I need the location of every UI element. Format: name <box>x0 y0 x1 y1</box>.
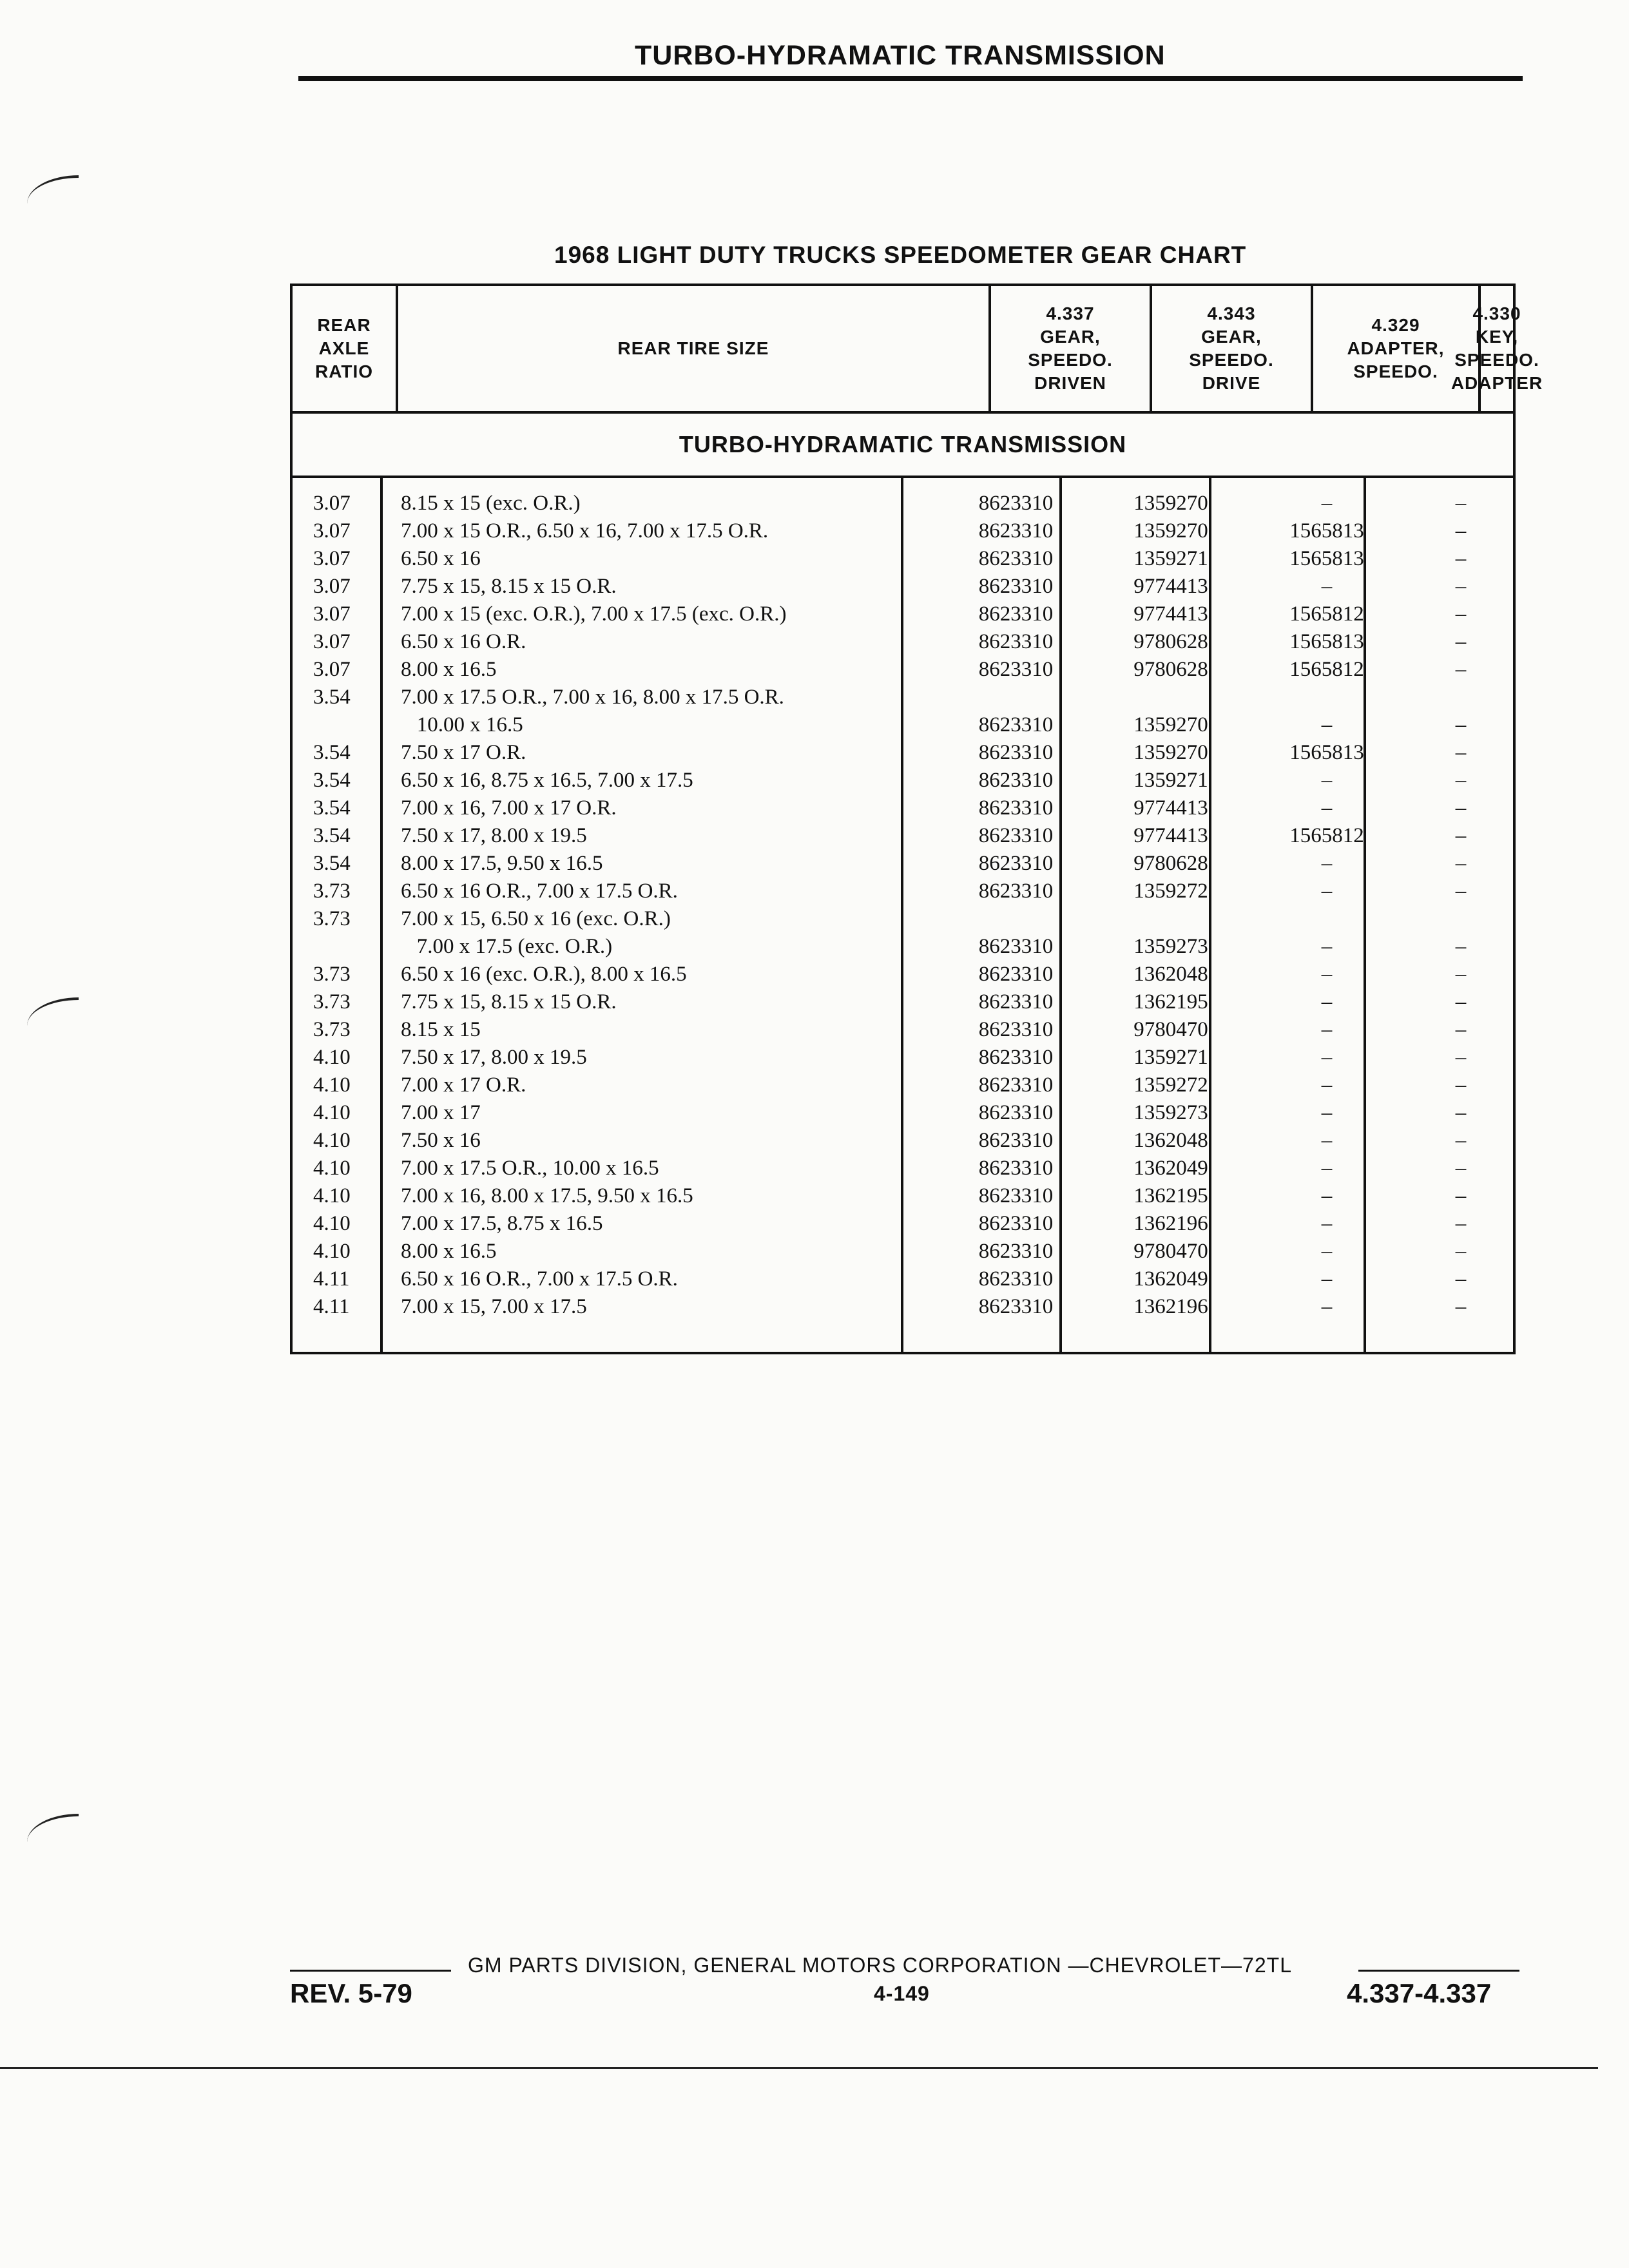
footer-section-ref: 4.337-4.337 <box>1347 1978 1492 2008</box>
table-row <box>293 628 1513 656</box>
cell-gear-speedo-driven: 8623310 <box>978 1295 1054 1318</box>
header-key-speedo-adapter: 4.330 KEY, SPEEDO. ADAPTER <box>1451 303 1543 393</box>
cell-gear-speedo-drive: 9780470 <box>1133 1018 1208 1041</box>
cell-rear-axle-ratio: 3.73 <box>313 963 351 986</box>
cell-rear-axle-ratio: 3.07 <box>313 547 351 570</box>
cell-adapter-speedo: – <box>1321 1240 1333 1263</box>
cell-gear-speedo-drive: 9774413 <box>1133 602 1208 626</box>
cell-rear-tire-size: 7.00 x 17.5 O.R., 7.00 x 16, 8.00 x 17.5 O.R. <box>401 686 784 709</box>
cell-rear-tire-size: 8.15 x 15 <box>401 1018 481 1041</box>
footer-revision: REV. 5-79 <box>290 1978 412 2008</box>
footer-page-number: 4-149 <box>874 1982 930 2005</box>
table-row <box>293 905 1513 933</box>
cell-gear-speedo-driven: 8623310 <box>978 796 1054 820</box>
cell-gear-speedo-driven: 8623310 <box>978 547 1054 570</box>
cell-gear-speedo-drive: 9774413 <box>1133 796 1208 820</box>
cell-rear-tire-size: 7.00 x 15 O.R., 6.50 x 16, 7.00 x 17.5 O.R. <box>401 519 769 543</box>
cell-adapter-speedo: – <box>1321 1018 1333 1041</box>
cell-rear-tire-size: 8.00 x 16.5 <box>401 658 497 681</box>
table-row <box>293 1072 1513 1099</box>
table-row <box>293 1155 1513 1182</box>
table-row <box>293 601 1513 628</box>
cell-adapter-speedo: – <box>1321 575 1333 598</box>
cell-rear-axle-ratio: 3.07 <box>313 575 351 598</box>
cell-rear-tire-size: 7.00 x 15, 7.00 x 17.5 <box>401 1295 587 1318</box>
cell-rear-tire-size: 7.00 x 17.5, 8.75 x 16.5 <box>401 1212 603 1235</box>
table-row <box>293 1210 1513 1238</box>
cell-rear-axle-ratio: 4.10 <box>313 1184 351 1207</box>
cell-key-speedo-adapter: – <box>1455 630 1467 653</box>
cell-gear-speedo-drive: 1359271 <box>1133 1046 1208 1069</box>
cell-gear-speedo-driven: 8623310 <box>978 1212 1054 1235</box>
cell-rear-axle-ratio: 3.54 <box>313 686 351 709</box>
cell-gear-speedo-drive: 1362048 <box>1133 1129 1208 1152</box>
cell-rear-axle-ratio: 4.10 <box>313 1129 351 1152</box>
header-title: TURBO-HYDRAMATIC TRANSMISSION <box>635 40 1166 71</box>
cell-gear-speedo-driven: 8623310 <box>978 658 1054 681</box>
cell-gear-speedo-driven: 8623310 <box>978 1267 1054 1291</box>
table-row <box>293 656 1513 684</box>
table-row <box>293 1099 1513 1127</box>
table-row <box>293 1127 1513 1155</box>
cell-gear-speedo-drive: 1359271 <box>1133 547 1208 570</box>
cell-gear-speedo-drive: 1362196 <box>1133 1212 1208 1235</box>
cell-rear-tire-size: 6.50 x 16 O.R. <box>401 630 526 653</box>
cell-adapter-speedo: 1565812 <box>1289 658 1364 681</box>
table-row <box>293 684 1513 711</box>
cell-rear-tire-size: 7.00 x 15 (exc. O.R.), 7.00 x 17.5 (exc. O.R.) <box>401 602 787 626</box>
cell-rear-axle-ratio: 4.11 <box>313 1295 350 1318</box>
cell-gear-speedo-driven: 8623310 <box>978 935 1054 958</box>
cell-rear-axle-ratio: 3.73 <box>313 1018 351 1041</box>
cell-key-speedo-adapter: – <box>1455 519 1467 543</box>
header-rule <box>298 76 1523 81</box>
table-row <box>293 1182 1513 1210</box>
cell-rear-tire-size: 7.75 x 15, 8.15 x 15 O.R. <box>401 575 617 598</box>
cell-adapter-speedo: – <box>1321 1101 1333 1124</box>
cell-adapter-speedo: – <box>1321 713 1333 736</box>
cell-key-speedo-adapter: – <box>1455 769 1467 792</box>
cell-gear-speedo-driven: 8623310 <box>978 769 1054 792</box>
cell-gear-speedo-drive: 1359272 <box>1133 1073 1208 1097</box>
cell-rear-tire-size: 6.50 x 16, 8.75 x 16.5, 7.00 x 17.5 <box>401 769 693 792</box>
cell-gear-speedo-driven: 8623310 <box>978 1184 1054 1207</box>
cell-rear-tire-size: 7.50 x 17 O.R. <box>401 741 526 764</box>
cell-gear-speedo-drive: 9780628 <box>1133 852 1208 875</box>
table-row <box>293 794 1513 822</box>
cell-adapter-speedo: – <box>1321 1073 1333 1097</box>
cell-rear-axle-ratio: 3.54 <box>313 796 351 820</box>
cell-key-speedo-adapter: – <box>1455 879 1467 903</box>
cell-gear-speedo-drive: 1359270 <box>1133 492 1208 515</box>
cell-key-speedo-adapter: – <box>1455 1212 1467 1235</box>
cell-gear-speedo-driven: 8623310 <box>978 1240 1054 1263</box>
cell-adapter-speedo: – <box>1321 1157 1333 1180</box>
cell-rear-axle-ratio: 3.54 <box>313 769 351 792</box>
cell-key-speedo-adapter: – <box>1455 1184 1467 1207</box>
page-bottom-rule <box>0 2067 1598 2069</box>
cell-rear-tire-size: 7.50 x 16 <box>401 1129 481 1152</box>
cell-adapter-speedo: – <box>1321 1046 1333 1069</box>
cell-adapter-speedo: – <box>1321 990 1333 1014</box>
cell-key-speedo-adapter: – <box>1455 658 1467 681</box>
cell-key-speedo-adapter: – <box>1455 796 1467 820</box>
cell-gear-speedo-drive: 1359273 <box>1133 935 1208 958</box>
cell-rear-axle-ratio: 3.73 <box>313 907 351 930</box>
cell-rear-tire-size: 10.00 x 16.5 <box>401 713 523 736</box>
cell-gear-speedo-drive: 1359272 <box>1133 879 1208 903</box>
cell-key-speedo-adapter: – <box>1455 1240 1467 1263</box>
cell-rear-axle-ratio: 4.11 <box>313 1267 350 1291</box>
table-row <box>293 490 1513 517</box>
cell-adapter-speedo: – <box>1321 879 1333 903</box>
cell-rear-axle-ratio: 3.07 <box>313 658 351 681</box>
cell-key-speedo-adapter: – <box>1455 741 1467 764</box>
table-header-row <box>293 286 1543 414</box>
cell-key-speedo-adapter: – <box>1455 1073 1467 1097</box>
cell-key-speedo-adapter: – <box>1455 824 1467 847</box>
cell-gear-speedo-driven: 8623310 <box>978 575 1054 598</box>
cell-rear-axle-ratio: 3.73 <box>313 879 351 903</box>
cell-rear-tire-size: 8.00 x 17.5, 9.50 x 16.5 <box>401 852 603 875</box>
binding-mark <box>27 1814 79 1842</box>
cell-gear-speedo-drive: 1359270 <box>1133 519 1208 543</box>
cell-gear-speedo-drive: 1359270 <box>1133 741 1208 764</box>
cell-rear-axle-ratio: 3.54 <box>313 824 351 847</box>
cell-adapter-speedo: – <box>1321 1295 1333 1318</box>
table-row <box>293 517 1513 545</box>
cell-rear-tire-size: 8.15 x 15 (exc. O.R.) <box>401 492 581 515</box>
cell-key-speedo-adapter: – <box>1455 1018 1467 1041</box>
cell-gear-speedo-driven: 8623310 <box>978 741 1054 764</box>
cell-rear-axle-ratio: 4.10 <box>313 1157 351 1180</box>
cell-gear-speedo-driven: 8623310 <box>978 963 1054 986</box>
table-row <box>293 878 1513 905</box>
cell-adapter-speedo: – <box>1321 1129 1333 1152</box>
cell-rear-axle-ratio: 3.73 <box>313 990 351 1014</box>
cell-gear-speedo-driven: 8623310 <box>978 824 1054 847</box>
cell-rear-tire-size: 7.00 x 17.5 O.R., 10.00 x 16.5 <box>401 1157 659 1180</box>
cell-gear-speedo-drive: 1359273 <box>1133 1101 1208 1124</box>
cell-rear-tire-size: 7.50 x 17, 8.00 x 19.5 <box>401 824 587 847</box>
cell-gear-speedo-driven: 8623310 <box>978 1157 1054 1180</box>
chart-title: 1968 LIGHT DUTY TRUCKS SPEEDOMETER GEAR CHART <box>554 242 1247 268</box>
cell-rear-axle-ratio: 4.10 <box>313 1073 351 1097</box>
cell-rear-axle-ratio: 4.10 <box>313 1046 351 1069</box>
cell-key-speedo-adapter: – <box>1455 1267 1467 1291</box>
cell-adapter-speedo: – <box>1321 769 1333 792</box>
cell-gear-speedo-drive: 9780628 <box>1133 658 1208 681</box>
cell-rear-tire-size: 6.50 x 16 <box>401 547 481 570</box>
cell-adapter-speedo: 1565813 <box>1289 547 1364 570</box>
cell-gear-speedo-drive: 1362049 <box>1133 1157 1208 1180</box>
cell-rear-tire-size: 7.00 x 16, 8.00 x 17.5, 9.50 x 16.5 <box>401 1184 693 1207</box>
cell-rear-tire-size: 6.50 x 16 O.R., 7.00 x 17.5 O.R. <box>401 879 678 903</box>
cell-gear-speedo-driven: 8623310 <box>978 519 1054 543</box>
cell-key-speedo-adapter: – <box>1455 935 1467 958</box>
cell-adapter-speedo: – <box>1321 492 1333 515</box>
cell-adapter-speedo: 1565813 <box>1289 630 1364 653</box>
cell-gear-speedo-drive: 1362196 <box>1133 1295 1208 1318</box>
cell-rear-axle-ratio: 3.54 <box>313 852 351 875</box>
cell-rear-tire-size: 7.00 x 16, 7.00 x 17 O.R. <box>401 796 617 820</box>
cell-gear-speedo-drive: 9774413 <box>1133 575 1208 598</box>
cell-rear-tire-size: 8.00 x 16.5 <box>401 1240 497 1263</box>
cell-key-speedo-adapter: – <box>1455 602 1467 626</box>
cell-adapter-speedo: 1565813 <box>1289 741 1364 764</box>
header-rear-axle-ratio: REAR AXLE RATIO <box>293 286 398 411</box>
cell-gear-speedo-drive: 1362195 <box>1133 990 1208 1014</box>
cell-gear-speedo-drive: 9780628 <box>1133 630 1208 653</box>
table-row <box>293 573 1513 601</box>
cell-gear-speedo-drive: 9774413 <box>1133 824 1208 847</box>
cell-gear-speedo-driven: 8623310 <box>978 1129 1054 1152</box>
cell-gear-speedo-drive: 9780470 <box>1133 1240 1208 1263</box>
cell-gear-speedo-driven: 8623310 <box>978 713 1054 736</box>
cell-gear-speedo-driven: 8623310 <box>978 492 1054 515</box>
cell-key-speedo-adapter: – <box>1455 1101 1467 1124</box>
table-row <box>293 545 1513 573</box>
cell-rear-axle-ratio: 3.07 <box>313 492 351 515</box>
cell-rear-tire-size: 7.00 x 15, 6.50 x 16 (exc. O.R.) <box>401 907 671 930</box>
cell-adapter-speedo: 1565813 <box>1289 519 1364 543</box>
cell-key-speedo-adapter: – <box>1455 990 1467 1014</box>
cell-gear-speedo-drive: 1362048 <box>1133 963 1208 986</box>
cell-adapter-speedo: – <box>1321 1212 1333 1235</box>
cell-rear-axle-ratio: 3.07 <box>313 630 351 653</box>
cell-key-speedo-adapter: – <box>1455 575 1467 598</box>
cell-rear-axle-ratio: 3.07 <box>313 519 351 543</box>
cell-key-speedo-adapter: – <box>1455 963 1467 986</box>
table-body <box>293 478 1513 1352</box>
header-gear-speedo-drive: 4.343 GEAR, SPEEDO. DRIVE <box>1152 286 1313 411</box>
cell-adapter-speedo: – <box>1321 1267 1333 1291</box>
cell-gear-speedo-driven: 8623310 <box>978 1073 1054 1097</box>
table-row <box>293 961 1513 988</box>
cell-gear-speedo-driven: 8623310 <box>978 602 1054 626</box>
table-row <box>293 850 1513 878</box>
cell-gear-speedo-driven: 8623310 <box>978 1046 1054 1069</box>
table-row <box>293 933 1513 961</box>
cell-adapter-speedo: 1565812 <box>1289 824 1364 847</box>
cell-rear-tire-size: 6.50 x 16 (exc. O.R.), 8.00 x 16.5 <box>401 963 687 986</box>
cell-rear-tire-size: 7.50 x 17, 8.00 x 19.5 <box>401 1046 587 1069</box>
header-gear-speedo-driven: 4.337 GEAR, SPEEDO. DRIVEN <box>991 286 1152 411</box>
cell-rear-tire-size: 7.00 x 17 O.R. <box>401 1073 526 1097</box>
cell-key-speedo-adapter: – <box>1455 492 1467 515</box>
cell-gear-speedo-driven: 8623310 <box>978 879 1054 903</box>
table-row <box>293 822 1513 850</box>
footer-rule-right <box>1358 1970 1519 1972</box>
table-row <box>293 1265 1513 1293</box>
cell-key-speedo-adapter: – <box>1455 852 1467 875</box>
cell-rear-axle-ratio: 4.10 <box>313 1101 351 1124</box>
cell-gear-speedo-driven: 8623310 <box>978 852 1054 875</box>
cell-key-speedo-adapter: – <box>1455 547 1467 570</box>
cell-key-speedo-adapter: – <box>1455 713 1467 736</box>
cell-rear-tire-size: 6.50 x 16 O.R., 7.00 x 17.5 O.R. <box>401 1267 678 1291</box>
cell-key-speedo-adapter: – <box>1455 1129 1467 1152</box>
cell-adapter-speedo: – <box>1321 963 1333 986</box>
footer-rule-left <box>290 1970 451 1972</box>
cell-gear-speedo-driven: 8623310 <box>978 1101 1054 1124</box>
cell-gear-speedo-drive: 1359271 <box>1133 769 1208 792</box>
cell-gear-speedo-drive: 1362195 <box>1133 1184 1208 1207</box>
cell-adapter-speedo: – <box>1321 796 1333 820</box>
binding-mark <box>27 997 79 1026</box>
cell-gear-speedo-drive: 1362049 <box>1133 1267 1208 1291</box>
table-row <box>293 1238 1513 1265</box>
cell-rear-axle-ratio: 3.54 <box>313 741 351 764</box>
table-row <box>293 1293 1513 1321</box>
cell-rear-tire-size: 7.00 x 17.5 (exc. O.R.) <box>401 935 613 958</box>
cell-adapter-speedo: 1565812 <box>1289 602 1364 626</box>
table-row <box>293 739 1513 767</box>
cell-key-speedo-adapter: – <box>1455 1157 1467 1180</box>
cell-rear-axle-ratio: 3.07 <box>313 602 351 626</box>
table-row <box>293 711 1513 739</box>
cell-key-speedo-adapter: – <box>1455 1046 1467 1069</box>
cell-gear-speedo-driven: 8623310 <box>978 630 1054 653</box>
footer-division: GM PARTS DIVISION, GENERAL MOTORS CORPORATION —CHEVROLET—72TL <box>468 1954 1292 1977</box>
cell-rear-tire-size: 7.00 x 17 <box>401 1101 481 1124</box>
cell-rear-axle-ratio: 4.10 <box>313 1240 351 1263</box>
header-adapter-speedo: 4.329 ADAPTER, SPEEDO. <box>1313 286 1481 411</box>
header-rear-tire-size: REAR TIRE SIZE <box>398 286 991 411</box>
speedometer-gear-table <box>290 284 1543 1354</box>
cell-adapter-speedo: – <box>1321 935 1333 958</box>
table-row <box>293 1016 1513 1044</box>
cell-rear-axle-ratio: 4.10 <box>313 1212 351 1235</box>
cell-rear-tire-size: 7.75 x 15, 8.15 x 15 O.R. <box>401 990 617 1014</box>
cell-gear-speedo-driven: 8623310 <box>978 1018 1054 1041</box>
cell-key-speedo-adapter: – <box>1455 1295 1467 1318</box>
cell-adapter-speedo: – <box>1321 1184 1333 1207</box>
table-row <box>293 767 1513 794</box>
table-row <box>293 988 1513 1016</box>
cell-gear-speedo-driven: 8623310 <box>978 990 1054 1014</box>
cell-gear-speedo-drive: 1359270 <box>1133 713 1208 736</box>
table-section-heading: TURBO-HYDRAMATIC TRANSMISSION <box>293 414 1513 478</box>
binding-mark <box>27 175 79 204</box>
table-row <box>293 1044 1513 1072</box>
cell-adapter-speedo: – <box>1321 852 1333 875</box>
